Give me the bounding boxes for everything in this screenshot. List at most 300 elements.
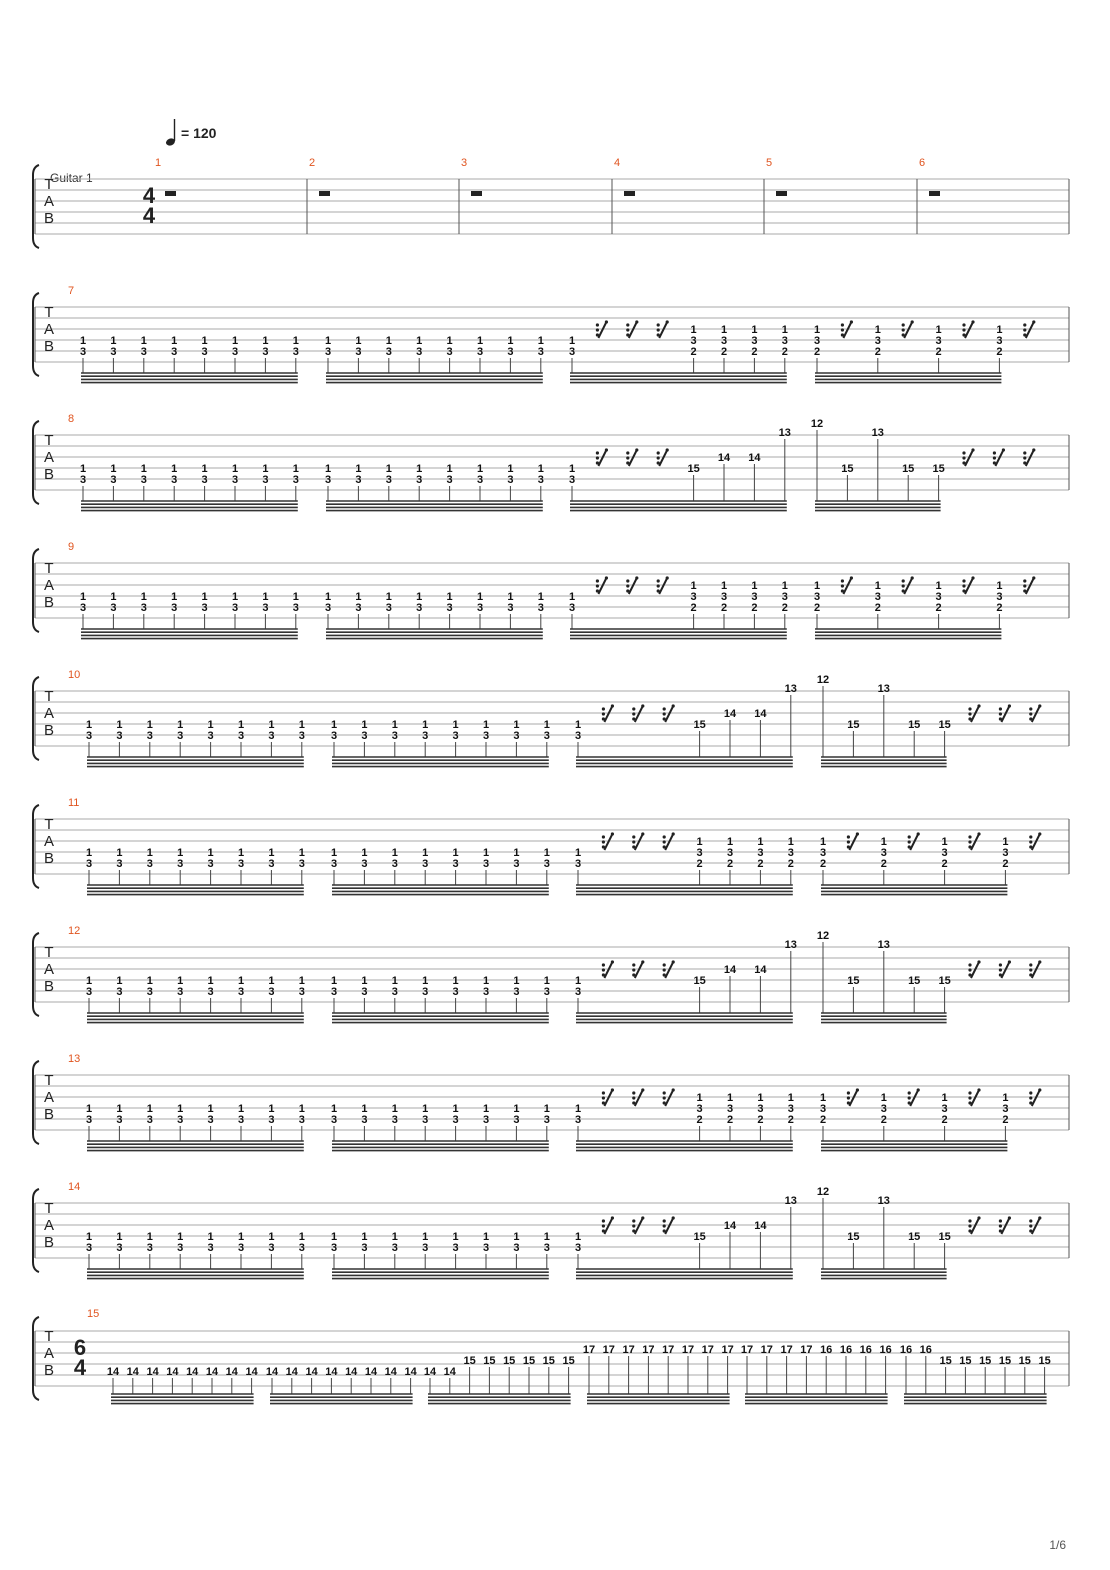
strum-dot xyxy=(611,832,614,835)
strum-dot xyxy=(657,333,660,336)
fret-number: 1 xyxy=(268,719,275,731)
fret-number: 2 xyxy=(720,602,728,614)
strum-dot xyxy=(602,712,605,715)
time-signature-top: 4 xyxy=(142,183,156,208)
fret-number: 1 xyxy=(268,975,275,987)
strum-dot xyxy=(602,968,605,971)
fret-number: 14 xyxy=(245,1366,258,1378)
fret-number: 3 xyxy=(146,1114,153,1126)
strum-slash-icon xyxy=(1001,962,1009,978)
strum-dot xyxy=(611,960,614,963)
fret-number: 3 xyxy=(543,858,550,870)
fret-number: 14 xyxy=(717,452,731,464)
strum-dot xyxy=(999,717,1002,720)
staff-system xyxy=(33,165,1069,248)
fret-number: 3 xyxy=(355,474,362,486)
fret-number: 3 xyxy=(85,858,93,870)
fret-number: 3 xyxy=(231,602,239,614)
fret-number: 14 xyxy=(265,1366,279,1378)
fret-number: 1 xyxy=(292,591,299,603)
fret-number: 1 xyxy=(452,847,459,859)
fret-number: 1 xyxy=(446,335,453,347)
strum-dot xyxy=(626,589,629,592)
fret-number: 3 xyxy=(574,730,582,742)
strum-slash-icon xyxy=(1026,578,1034,594)
fret-number: 3 xyxy=(880,1103,887,1115)
strum-dot xyxy=(626,323,629,326)
strum-dot xyxy=(605,320,608,323)
fret-number: 1 xyxy=(507,463,514,475)
strum-dot xyxy=(999,963,1002,966)
tab-clef-letter: T xyxy=(44,944,54,961)
measure-number: 3 xyxy=(461,157,468,169)
strum-dot xyxy=(605,448,608,451)
fret-number: 3 xyxy=(140,346,147,358)
strum-dot xyxy=(968,835,971,838)
fret-number: 1 xyxy=(361,1103,368,1115)
fret-number: 1 xyxy=(361,1231,368,1243)
strum-dot xyxy=(657,461,660,464)
strum-dot xyxy=(602,973,605,976)
fret-number: 1 xyxy=(813,580,821,592)
strum-slash-icon xyxy=(629,322,637,338)
strum-dot xyxy=(663,1219,666,1222)
strum-dot xyxy=(1029,1229,1032,1232)
strum-dot xyxy=(632,1219,635,1222)
strum-dot xyxy=(602,1091,605,1094)
tab-clef-letter: A xyxy=(43,961,55,978)
strum-dot xyxy=(1032,320,1035,323)
strum-dot xyxy=(977,1216,980,1219)
strum-slash-icon xyxy=(604,706,612,722)
strum-dot xyxy=(968,1096,971,1099)
fret-number: 14 xyxy=(723,1220,737,1232)
fret-number: 15 xyxy=(562,1355,575,1367)
fret-number: 1 xyxy=(330,1103,338,1115)
fret-number: 1 xyxy=(422,1103,429,1115)
strum-dot xyxy=(602,707,605,710)
fret-number: 15 xyxy=(932,463,945,475)
fret-number: 1 xyxy=(355,591,362,603)
strum-slash-icon xyxy=(971,1090,979,1106)
fret-number: 1 xyxy=(880,1092,887,1104)
fret-number: 2 xyxy=(935,602,942,614)
fret-number: 3 xyxy=(482,730,490,742)
fret-number: 3 xyxy=(324,346,332,358)
fret-number: 3 xyxy=(361,858,368,870)
strum-slash-icon xyxy=(971,1218,979,1234)
fret-number: 17 xyxy=(642,1344,655,1356)
strum-dot xyxy=(596,456,599,459)
fret-number: 3 xyxy=(726,847,734,859)
fret-number: 1 xyxy=(757,1092,764,1104)
strum-dot xyxy=(663,1229,666,1232)
fret-number: 1 xyxy=(330,1231,338,1243)
fret-number: 3 xyxy=(568,346,576,358)
fret-number: 3 xyxy=(751,591,758,603)
strum-slash-icon xyxy=(1001,706,1009,722)
fret-number: 1 xyxy=(171,591,178,603)
track-name: Guitar 1 xyxy=(50,171,93,185)
fret-number: 1 xyxy=(422,847,429,859)
strum-dot xyxy=(962,323,965,326)
fret-number: 3 xyxy=(268,858,275,870)
fret-number: 17 xyxy=(721,1344,734,1356)
fret-number: 14 xyxy=(325,1366,338,1378)
strum-dot xyxy=(632,1091,635,1094)
strum-dot xyxy=(977,832,980,835)
tab-clef-letter: B xyxy=(43,594,55,611)
fret-number: 1 xyxy=(292,335,299,347)
fret-number: 3 xyxy=(237,858,245,870)
strum-slash-icon xyxy=(598,322,606,338)
fret-number: 1 xyxy=(237,719,245,731)
measure-number: 4 xyxy=(614,157,621,169)
fret-number: 3 xyxy=(201,346,208,358)
fret-number: 3 xyxy=(292,346,299,358)
strum-dot xyxy=(657,584,660,587)
fret-number: 1 xyxy=(330,847,338,859)
fret-number: 1 xyxy=(207,1231,214,1243)
fret-number: 3 xyxy=(177,730,184,742)
strum-dot xyxy=(663,717,666,720)
strum-dot xyxy=(917,832,920,835)
strum-dot xyxy=(962,456,965,459)
strum-dot xyxy=(641,1216,644,1219)
strum-dot xyxy=(611,1216,614,1219)
fret-number: 13 xyxy=(784,683,797,695)
fret-number: 3 xyxy=(996,335,1003,347)
fret-number: 3 xyxy=(543,1242,550,1254)
strum-slash-icon xyxy=(635,962,643,978)
fret-number: 17 xyxy=(662,1344,675,1356)
fret-number: 2 xyxy=(726,858,734,870)
fret-number: 3 xyxy=(507,602,514,614)
strum-dot xyxy=(632,835,635,838)
strum-dot xyxy=(1029,1101,1032,1104)
fret-number: 3 xyxy=(171,474,178,486)
strum-dot xyxy=(999,1224,1002,1227)
strum-dot xyxy=(968,840,971,843)
fret-number: 14 xyxy=(754,964,767,976)
fret-number: 1 xyxy=(416,463,423,475)
fret-number: 3 xyxy=(781,591,788,603)
fret-number: 3 xyxy=(751,335,758,347)
fret-number: 1 xyxy=(237,847,245,859)
tab-clef-letter: B xyxy=(43,1106,55,1123)
strum-dot xyxy=(663,707,666,710)
fret-number: 1 xyxy=(177,847,184,859)
fret-number: 3 xyxy=(568,474,576,486)
strum-dot xyxy=(971,448,974,451)
fret-number: 1 xyxy=(177,975,184,987)
strum-dot xyxy=(856,1088,859,1091)
strum-dot xyxy=(962,461,965,464)
fret-number: 3 xyxy=(422,858,429,870)
fret-number: 16 xyxy=(859,1344,872,1356)
strum-slash-icon xyxy=(629,578,637,594)
fret-number: 3 xyxy=(324,602,332,614)
fret-number: 1 xyxy=(543,1231,550,1243)
fret-number: 3 xyxy=(177,858,184,870)
strum-dot xyxy=(999,707,1002,710)
time-signature-bottom: 4 xyxy=(142,203,156,228)
fret-number: 1 xyxy=(482,847,490,859)
system-bracket xyxy=(33,933,39,1016)
fret-number: 14 xyxy=(754,1220,767,1232)
fret-number: 1 xyxy=(262,463,269,475)
fret-number: 1 xyxy=(146,847,153,859)
measure-number: 12 xyxy=(68,925,81,937)
fret-number: 2 xyxy=(874,346,881,358)
tab-clef-letter: B xyxy=(43,978,55,995)
fret-number: 15 xyxy=(503,1355,516,1367)
strum-dot xyxy=(666,320,669,323)
tab-clef-letter: T xyxy=(44,560,54,577)
strum-dot xyxy=(626,461,629,464)
strum-slash-icon xyxy=(659,578,667,594)
strum-slash-icon xyxy=(604,834,612,850)
strum-slash-icon xyxy=(598,450,606,466)
measure-number: 13 xyxy=(68,1053,81,1065)
fret-number: 3 xyxy=(476,602,484,614)
fret-number: 1 xyxy=(574,719,582,731)
fret-number: 1 xyxy=(330,719,338,731)
fret-number: 16 xyxy=(919,1344,932,1356)
fret-number: 3 xyxy=(237,1114,245,1126)
system-bracket xyxy=(33,1317,39,1400)
fret-number: 15 xyxy=(693,975,706,987)
strum-dot xyxy=(672,960,675,963)
fret-number: 14 xyxy=(443,1366,456,1378)
strum-dot xyxy=(666,448,669,451)
fret-number: 1 xyxy=(268,1103,275,1115)
strum-dot xyxy=(962,584,965,587)
strum-slash-icon xyxy=(971,834,979,850)
fret-number: 3 xyxy=(787,1103,794,1115)
fret-number: 3 xyxy=(231,474,239,486)
strum-dot xyxy=(908,1101,911,1104)
strum-dot xyxy=(666,576,669,579)
fret-number: 2 xyxy=(720,346,728,358)
strum-dot xyxy=(632,963,635,966)
system-bracket xyxy=(33,1061,39,1144)
fret-number: 1 xyxy=(298,719,305,731)
fret-number: 2 xyxy=(813,346,821,358)
strum-dot xyxy=(1023,451,1026,454)
fret-number: 3 xyxy=(85,1114,93,1126)
fret-number: 3 xyxy=(416,346,423,358)
tab-clef-letter: T xyxy=(44,1200,54,1217)
strum-dot xyxy=(977,1088,980,1091)
fret-number: 1 xyxy=(482,975,490,987)
strum-dot xyxy=(841,584,844,587)
fret-number: 14 xyxy=(285,1366,298,1378)
tab-clef-letter: T xyxy=(44,1328,54,1345)
strum-dot xyxy=(968,1101,971,1104)
fret-number: 1 xyxy=(85,719,93,731)
fret-number: 1 xyxy=(781,324,788,336)
staff-system xyxy=(33,549,1069,632)
fret-number: 1 xyxy=(574,1231,582,1243)
fret-number: 13 xyxy=(778,427,791,439)
fret-number: 1 xyxy=(237,1103,245,1115)
fret-number: 1 xyxy=(787,836,794,848)
strum-dot xyxy=(1008,960,1011,963)
fret-number: 1 xyxy=(422,1231,429,1243)
fret-number: 3 xyxy=(361,1114,368,1126)
fret-number: 1 xyxy=(292,463,299,475)
fret-number: 15 xyxy=(998,1355,1012,1367)
fret-number: 3 xyxy=(935,591,942,603)
strum-slash-icon xyxy=(604,1218,612,1234)
fret-number: 3 xyxy=(110,602,117,614)
fret-number: 3 xyxy=(507,346,514,358)
fret-number: 3 xyxy=(726,1103,734,1115)
fret-number: 14 xyxy=(364,1366,378,1378)
strum-dot xyxy=(602,845,605,848)
strum-dot xyxy=(602,963,605,966)
fret-number: 1 xyxy=(446,463,453,475)
fret-number: 13 xyxy=(871,427,884,439)
fret-number: 1 xyxy=(568,335,576,347)
strum-dot xyxy=(663,845,666,848)
fret-number: 1 xyxy=(298,1103,305,1115)
strum-dot xyxy=(1032,448,1035,451)
fret-number: 13 xyxy=(877,939,890,951)
fret-number: 3 xyxy=(324,474,332,486)
fret-number: 3 xyxy=(298,858,305,870)
fret-number: 3 xyxy=(207,986,214,998)
fret-number: 1 xyxy=(543,975,550,987)
staff-system xyxy=(33,1061,1069,1144)
fret-number: 3 xyxy=(482,858,490,870)
fret-number: 14 xyxy=(305,1366,318,1378)
fret-number: 1 xyxy=(268,1231,275,1243)
strum-slash-icon xyxy=(635,706,643,722)
fret-number: 1 xyxy=(507,591,514,603)
fret-number: 3 xyxy=(568,602,576,614)
fret-number: 3 xyxy=(696,847,703,859)
fret-number: 17 xyxy=(622,1344,635,1356)
fret-number: 15 xyxy=(542,1355,555,1367)
fret-number: 1 xyxy=(941,1092,948,1104)
fret-number: 14 xyxy=(723,964,737,976)
strum-dot xyxy=(632,968,635,971)
fret-number: 3 xyxy=(207,730,214,742)
strum-dot xyxy=(1038,1088,1041,1091)
fret-number: 3 xyxy=(941,847,948,859)
staff-system xyxy=(33,293,1069,376)
fret-number: 16 xyxy=(820,1344,833,1356)
fret-number: 3 xyxy=(696,1103,703,1115)
tab-clef-letter: A xyxy=(43,1089,55,1106)
fret-number: 1 xyxy=(146,975,153,987)
fret-number: 2 xyxy=(781,602,788,614)
fret-number: 1 xyxy=(231,463,239,475)
strum-dot xyxy=(626,584,629,587)
fret-number: 1 xyxy=(110,463,117,475)
fret-number: 15 xyxy=(902,463,915,475)
fret-number: 3 xyxy=(574,986,582,998)
fret-number: 14 xyxy=(723,708,737,720)
system-bracket xyxy=(33,165,39,248)
strum-dot xyxy=(902,328,905,331)
tab-clef-letter: A xyxy=(43,833,55,850)
fret-number: 15 xyxy=(1038,1355,1051,1367)
fret-number: 1 xyxy=(452,1103,459,1115)
fret-number: 1 xyxy=(391,847,398,859)
measure-number: 2 xyxy=(309,157,316,169)
fret-number: 2 xyxy=(1002,1114,1009,1126)
fret-number: 1 xyxy=(751,580,758,592)
fret-number: 15 xyxy=(693,1231,706,1243)
fret-number: 1 xyxy=(813,324,821,336)
fret-number: 1 xyxy=(476,463,484,475)
fret-number: 1 xyxy=(177,719,184,731)
fret-number: 2 xyxy=(941,1114,948,1126)
fret-number: 1 xyxy=(79,591,87,603)
strum-dot xyxy=(635,320,638,323)
measure-number: 11 xyxy=(68,797,80,809)
fret-number: 14 xyxy=(166,1366,179,1378)
strum-dot xyxy=(672,1216,675,1219)
fret-number: 1 xyxy=(513,1103,520,1115)
fret-number: 17 xyxy=(740,1344,754,1356)
fret-number: 2 xyxy=(690,346,697,358)
strum-dot xyxy=(657,323,660,326)
strum-dot xyxy=(1023,461,1026,464)
fret-number: 1 xyxy=(231,591,239,603)
tab-clef-letter: A xyxy=(43,449,55,466)
strum-dot xyxy=(908,1091,911,1094)
strum-dot xyxy=(968,845,971,848)
strum-dot xyxy=(596,589,599,592)
strum-dot xyxy=(977,704,980,707)
fret-number: 17 xyxy=(602,1344,615,1356)
fret-number: 3 xyxy=(446,346,453,358)
fret-number: 2 xyxy=(787,1114,794,1126)
fret-number: 2 xyxy=(757,858,764,870)
strum-dot xyxy=(596,579,599,582)
strum-dot xyxy=(962,333,965,336)
fret-number: 1 xyxy=(385,335,392,347)
fret-number: 1 xyxy=(543,847,550,859)
fret-number: 2 xyxy=(874,602,881,614)
fret-number: 1 xyxy=(941,836,948,848)
fret-number: 14 xyxy=(345,1366,358,1378)
fret-number: 1 xyxy=(262,335,269,347)
fret-number: 3 xyxy=(996,591,1003,603)
half-rest-icon xyxy=(624,191,635,196)
fret-number: 3 xyxy=(574,1242,582,1254)
strum-dot xyxy=(908,845,911,848)
fret-number: 1 xyxy=(416,591,423,603)
fret-number: 3 xyxy=(416,602,423,614)
fret-number: 1 xyxy=(537,335,544,347)
fret-number: 1 xyxy=(330,975,338,987)
fret-number: 3 xyxy=(85,986,93,998)
fret-number: 1 xyxy=(726,1092,734,1104)
fret-number: 1 xyxy=(116,1103,123,1115)
fret-number: 1 xyxy=(1002,1092,1009,1104)
fret-number: 3 xyxy=(391,1242,398,1254)
strum-dot xyxy=(962,328,965,331)
fret-number: 1 xyxy=(874,580,881,592)
measure-number: 1 xyxy=(155,157,162,169)
fret-number: 3 xyxy=(171,602,178,614)
fret-number: 1 xyxy=(201,335,208,347)
